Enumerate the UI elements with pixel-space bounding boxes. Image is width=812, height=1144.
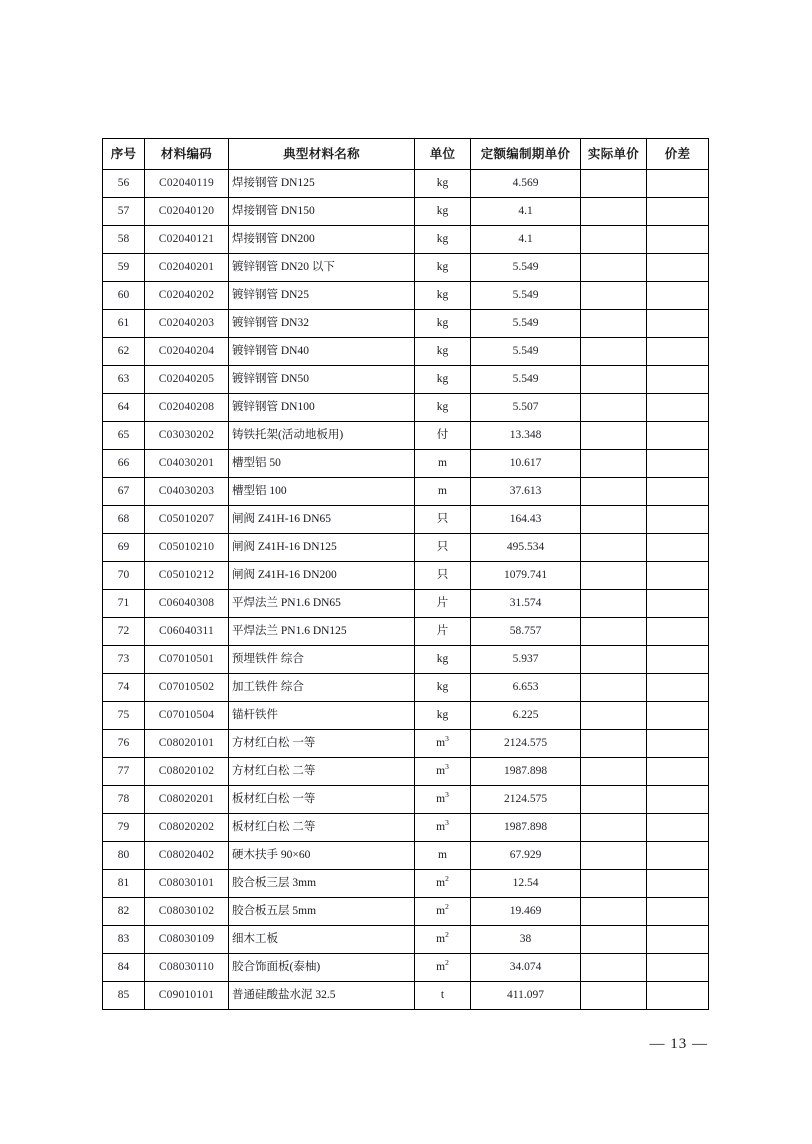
- cell-sequence: 76: [103, 730, 145, 758]
- cell-material-code: C08030110: [145, 954, 229, 982]
- cell-sequence: 68: [103, 506, 145, 534]
- cell-material-code: C08020101: [145, 730, 229, 758]
- cell-material-code: C02040120: [145, 198, 229, 226]
- cell-unit: [415, 898, 471, 926]
- cell-base-price: 19.469: [471, 898, 581, 926]
- unit-base: m: [436, 960, 446, 973]
- cell-price-diff[interactable]: [647, 366, 709, 394]
- cell-sequence: 57: [103, 198, 145, 226]
- cell-sequence: 75: [103, 702, 145, 730]
- cell-material-code: C07010501: [145, 646, 229, 674]
- cell-actual-price[interactable]: [581, 338, 647, 366]
- cell-price-diff[interactable]: [647, 254, 709, 282]
- cell-actual-price[interactable]: [581, 842, 647, 870]
- cell-sequence: 81: [103, 870, 145, 898]
- column-header-material-name: 典型材料名称: [229, 139, 415, 170]
- cell-unit: kg: [415, 254, 471, 282]
- cell-actual-price[interactable]: [581, 198, 647, 226]
- cell-unit: 只: [415, 562, 471, 590]
- table-row: [103, 926, 709, 954]
- cell-actual-price[interactable]: [581, 478, 647, 506]
- column-header-sequence: 序号: [103, 139, 145, 170]
- table-row: [103, 366, 709, 394]
- cell-material-code: C08020201: [145, 786, 229, 814]
- cell-actual-price[interactable]: [581, 366, 647, 394]
- cell-material-code: C02040204: [145, 338, 229, 366]
- cell-sequence: 83: [103, 926, 145, 954]
- cell-material-code: C02040203: [145, 310, 229, 338]
- cell-unit: kg: [415, 338, 471, 366]
- cell-actual-price[interactable]: [581, 926, 647, 954]
- cell-actual-price[interactable]: [581, 590, 647, 618]
- cell-sequence: 67: [103, 478, 145, 506]
- cell-base-price: 2124.575: [471, 786, 581, 814]
- table-row: [103, 226, 709, 254]
- cell-actual-price[interactable]: [581, 254, 647, 282]
- cell-sequence: 85: [103, 982, 145, 1010]
- cell-unit: kg: [415, 394, 471, 422]
- cell-price-diff[interactable]: [647, 282, 709, 310]
- unit-base: m: [436, 736, 446, 749]
- cell-price-diff[interactable]: [647, 646, 709, 674]
- cell-material-code: C06040311: [145, 618, 229, 646]
- cell-price-diff[interactable]: [647, 198, 709, 226]
- cell-material-name: 镀锌钢管 DN40: [229, 338, 415, 366]
- cell-base-price: 38: [471, 926, 581, 954]
- column-header-actual-price: 实际单价: [581, 139, 647, 170]
- cell-price-diff[interactable]: [647, 590, 709, 618]
- cell-base-price: 4.1: [471, 226, 581, 254]
- cell-base-price: 1079.741: [471, 562, 581, 590]
- table-row: [103, 562, 709, 590]
- cell-material-name: 镀锌钢管 DN32: [229, 310, 415, 338]
- cell-actual-price[interactable]: [581, 758, 647, 786]
- table-header-row: [103, 139, 709, 170]
- unit-exponent: 3: [445, 790, 449, 800]
- cell-price-diff[interactable]: [647, 562, 709, 590]
- cell-unit: m: [415, 478, 471, 506]
- table-row: [103, 422, 709, 450]
- cell-material-name: 闸阀 Z41H-16 DN65: [229, 506, 415, 534]
- cell-base-price: 5.549: [471, 338, 581, 366]
- cell-base-price: 5.937: [471, 646, 581, 674]
- cell-material-name: 锚杆铁件: [229, 702, 415, 730]
- cell-sequence: 63: [103, 366, 145, 394]
- cell-sequence: 74: [103, 674, 145, 702]
- cell-base-price: 1987.898: [471, 758, 581, 786]
- cell-material-name: 平焊法兰 PN1.6 DN125: [229, 618, 415, 646]
- cell-actual-price[interactable]: [581, 394, 647, 422]
- cell-sequence: 69: [103, 534, 145, 562]
- cell-price-diff[interactable]: [647, 702, 709, 730]
- cell-sequence: 64: [103, 394, 145, 422]
- table-row: [103, 898, 709, 926]
- cell-price-diff[interactable]: [647, 170, 709, 198]
- cell-material-code: C08030102: [145, 898, 229, 926]
- cell-actual-price[interactable]: [581, 226, 647, 254]
- cell-price-diff[interactable]: [647, 870, 709, 898]
- cell-unit: 只: [415, 506, 471, 534]
- cell-base-price: 5.549: [471, 310, 581, 338]
- cell-price-diff[interactable]: [647, 786, 709, 814]
- cell-material-name: 胶合饰面板(泰柚): [229, 954, 415, 982]
- cell-price-diff[interactable]: [647, 926, 709, 954]
- cell-actual-price[interactable]: [581, 786, 647, 814]
- cell-material-code: C02040208: [145, 394, 229, 422]
- cell-sequence: 58: [103, 226, 145, 254]
- table-row: [103, 758, 709, 786]
- cell-sequence: 79: [103, 814, 145, 842]
- cell-material-name: 预埋铁件 综合: [229, 646, 415, 674]
- table-row: [103, 534, 709, 562]
- cell-base-price: 164.43: [471, 506, 581, 534]
- table-row: [103, 394, 709, 422]
- unit-base: m: [436, 792, 446, 805]
- cell-unit: kg: [415, 310, 471, 338]
- cell-actual-price[interactable]: [581, 870, 647, 898]
- cell-sequence: 73: [103, 646, 145, 674]
- cell-unit: [415, 786, 471, 814]
- cell-material-name: 方材红白松 二等: [229, 758, 415, 786]
- cell-unit: [415, 926, 471, 954]
- cell-sequence: 70: [103, 562, 145, 590]
- cell-actual-price[interactable]: [581, 170, 647, 198]
- cell-unit: [415, 758, 471, 786]
- cell-material-code: C06040308: [145, 590, 229, 618]
- cell-material-code: C08020202: [145, 814, 229, 842]
- cell-base-price: 6.225: [471, 702, 581, 730]
- table-row: [103, 814, 709, 842]
- cell-material-code: C08020102: [145, 758, 229, 786]
- cell-actual-price[interactable]: [581, 730, 647, 758]
- cell-base-price: 5.549: [471, 282, 581, 310]
- table-body: [103, 170, 709, 1010]
- cell-unit: [415, 954, 471, 982]
- table-row: [103, 170, 709, 198]
- cell-actual-price[interactable]: [581, 310, 647, 338]
- cell-material-code: C02040202: [145, 282, 229, 310]
- cell-actual-price[interactable]: [581, 954, 647, 982]
- cell-sequence: 65: [103, 422, 145, 450]
- cell-material-name: 闸阀 Z41H-16 DN125: [229, 534, 415, 562]
- cell-price-diff[interactable]: [647, 394, 709, 422]
- cell-material-code: C07010502: [145, 674, 229, 702]
- cell-sequence: 78: [103, 786, 145, 814]
- page-number-marker: — 13 —: [649, 1036, 708, 1052]
- table-row: [103, 954, 709, 982]
- unit-exponent: 3: [445, 818, 449, 828]
- cell-base-price: 2124.575: [471, 730, 581, 758]
- table-row: [103, 282, 709, 310]
- table-row: [103, 674, 709, 702]
- cell-base-price: 34.074: [471, 954, 581, 982]
- cell-material-name: 板材红白松 一等: [229, 786, 415, 814]
- cell-sequence: 62: [103, 338, 145, 366]
- cell-material-code: C07010504: [145, 702, 229, 730]
- cell-unit: m: [415, 842, 471, 870]
- table-row: [103, 254, 709, 282]
- cell-sequence: 56: [103, 170, 145, 198]
- unit-exponent: 3: [445, 734, 449, 744]
- cell-unit: t: [415, 982, 471, 1010]
- cell-price-diff[interactable]: [647, 310, 709, 338]
- unit-base: m: [436, 876, 446, 889]
- material-price-table: [102, 138, 709, 1010]
- cell-sequence: 80: [103, 842, 145, 870]
- cell-base-price: 5.507: [471, 394, 581, 422]
- column-header-base-price: 定额编制期单价: [471, 139, 581, 170]
- cell-price-diff[interactable]: [647, 450, 709, 478]
- cell-sequence: 59: [103, 254, 145, 282]
- cell-material-code: C04030203: [145, 478, 229, 506]
- cell-material-code: C08030101: [145, 870, 229, 898]
- cell-price-diff[interactable]: [647, 674, 709, 702]
- cell-material-name: 板材红白松 二等: [229, 814, 415, 842]
- cell-actual-price[interactable]: [581, 646, 647, 674]
- cell-unit: 片: [415, 590, 471, 618]
- cell-material-code: C02040119: [145, 170, 229, 198]
- cell-actual-price[interactable]: [581, 982, 647, 1010]
- cell-unit: kg: [415, 646, 471, 674]
- column-header-price-diff: 价差: [647, 139, 709, 170]
- table-row: [103, 450, 709, 478]
- unit-exponent: 2: [445, 902, 449, 912]
- cell-sequence: 71: [103, 590, 145, 618]
- table-row: [103, 198, 709, 226]
- cell-base-price: 58.757: [471, 618, 581, 646]
- cell-material-code: C05010210: [145, 534, 229, 562]
- cell-material-name: 焊接钢管 DN150: [229, 198, 415, 226]
- cell-base-price: 37.613: [471, 478, 581, 506]
- cell-material-name: 方材红白松 一等: [229, 730, 415, 758]
- cell-sequence: 66: [103, 450, 145, 478]
- cell-material-name: 铸铁托架(活动地板用): [229, 422, 415, 450]
- cell-sequence: 82: [103, 898, 145, 926]
- cell-sequence: 77: [103, 758, 145, 786]
- cell-material-name: 焊接钢管 DN200: [229, 226, 415, 254]
- cell-sequence: 72: [103, 618, 145, 646]
- cell-base-price: 4.1: [471, 198, 581, 226]
- cell-actual-price[interactable]: [581, 506, 647, 534]
- cell-material-name: 普通硅酸盐水泥 32.5: [229, 982, 415, 1010]
- cell-unit: m: [415, 450, 471, 478]
- unit-base: m: [436, 764, 446, 777]
- table-header: [103, 139, 709, 170]
- cell-unit: kg: [415, 366, 471, 394]
- table-row: [103, 590, 709, 618]
- unit-exponent: 2: [445, 930, 449, 940]
- cell-base-price: 67.929: [471, 842, 581, 870]
- cell-sequence: 60: [103, 282, 145, 310]
- cell-price-diff[interactable]: [647, 954, 709, 982]
- cell-material-name: 胶合板三层 3mm: [229, 870, 415, 898]
- cell-unit: [415, 870, 471, 898]
- cell-material-code: C09010101: [145, 982, 229, 1010]
- cell-unit: kg: [415, 198, 471, 226]
- cell-actual-price[interactable]: [581, 674, 647, 702]
- cell-material-name: 细木工板: [229, 926, 415, 954]
- cell-material-name: 胶合板五层 5mm: [229, 898, 415, 926]
- cell-material-name: 闸阀 Z41H-16 DN200: [229, 562, 415, 590]
- table-row: [103, 310, 709, 338]
- cell-unit: kg: [415, 702, 471, 730]
- table-row: [103, 506, 709, 534]
- cell-material-code: C05010212: [145, 562, 229, 590]
- cell-base-price: 31.574: [471, 590, 581, 618]
- cell-unit: kg: [415, 282, 471, 310]
- cell-unit: 付: [415, 422, 471, 450]
- cell-price-diff[interactable]: [647, 338, 709, 366]
- unit-base: m: [436, 904, 446, 917]
- cell-price-diff[interactable]: [647, 618, 709, 646]
- cell-material-name: 槽型铝 50: [229, 450, 415, 478]
- cell-actual-price[interactable]: [581, 282, 647, 310]
- cell-sequence: 61: [103, 310, 145, 338]
- cell-actual-price[interactable]: [581, 618, 647, 646]
- cell-base-price: 12.54: [471, 870, 581, 898]
- column-header-material-code: 材料编码: [145, 139, 229, 170]
- cell-material-name: 槽型铝 100: [229, 478, 415, 506]
- cell-base-price: 6.653: [471, 674, 581, 702]
- cell-actual-price[interactable]: [581, 450, 647, 478]
- cell-actual-price[interactable]: [581, 898, 647, 926]
- cell-material-name: 硬木扶手 90×60: [229, 842, 415, 870]
- cell-price-diff[interactable]: [647, 842, 709, 870]
- cell-price-diff[interactable]: [647, 730, 709, 758]
- table-row: [103, 338, 709, 366]
- cell-material-code: C08020402: [145, 842, 229, 870]
- table-row: [103, 618, 709, 646]
- table-row: [103, 870, 709, 898]
- cell-material-name: 平焊法兰 PN1.6 DN65: [229, 590, 415, 618]
- cell-base-price: 1987.898: [471, 814, 581, 842]
- table-row: [103, 842, 709, 870]
- cell-material-name: 焊接钢管 DN125: [229, 170, 415, 198]
- table-row: [103, 478, 709, 506]
- unit-exponent: 3: [445, 762, 449, 772]
- cell-price-diff[interactable]: [647, 506, 709, 534]
- cell-base-price: 4.569: [471, 170, 581, 198]
- cell-base-price: 411.097: [471, 982, 581, 1010]
- cell-material-code: C04030201: [145, 450, 229, 478]
- cell-price-diff[interactable]: [647, 758, 709, 786]
- cell-material-code: C02040121: [145, 226, 229, 254]
- cell-material-name: 镀锌钢管 DN100: [229, 394, 415, 422]
- cell-unit: kg: [415, 170, 471, 198]
- unit-base: m: [436, 932, 446, 945]
- table-row: [103, 786, 709, 814]
- table-row: [103, 982, 709, 1010]
- cell-material-code: C02040201: [145, 254, 229, 282]
- cell-actual-price[interactable]: [581, 534, 647, 562]
- cell-base-price: 13.348: [471, 422, 581, 450]
- unit-exponent: 2: [445, 958, 449, 968]
- cell-material-name: 镀锌钢管 DN20 以下: [229, 254, 415, 282]
- cell-material-code: C05010207: [145, 506, 229, 534]
- cell-unit: [415, 814, 471, 842]
- cell-material-name: 镀锌钢管 DN25: [229, 282, 415, 310]
- cell-price-diff[interactable]: [647, 226, 709, 254]
- cell-base-price: 5.549: [471, 366, 581, 394]
- cell-unit: 片: [415, 618, 471, 646]
- cell-actual-price[interactable]: [581, 702, 647, 730]
- table-row: [103, 646, 709, 674]
- table-row: [103, 702, 709, 730]
- table-row: [103, 730, 709, 758]
- cell-material-name: 镀锌钢管 DN50: [229, 366, 415, 394]
- cell-unit: kg: [415, 674, 471, 702]
- unit-exponent: 2: [445, 874, 449, 884]
- cell-sequence: 84: [103, 954, 145, 982]
- cell-price-diff[interactable]: [647, 814, 709, 842]
- cell-material-code: C02040205: [145, 366, 229, 394]
- column-header-unit: 单位: [415, 139, 471, 170]
- cell-actual-price[interactable]: [581, 422, 647, 450]
- cell-material-code: C03030202: [145, 422, 229, 450]
- cell-material-name: 加工铁件 综合: [229, 674, 415, 702]
- cell-unit: 只: [415, 534, 471, 562]
- cell-material-code: C08030109: [145, 926, 229, 954]
- cell-price-diff[interactable]: [647, 534, 709, 562]
- cell-actual-price[interactable]: [581, 562, 647, 590]
- cell-base-price: 10.617: [471, 450, 581, 478]
- cell-price-diff[interactable]: [647, 982, 709, 1010]
- unit-base: m: [436, 820, 446, 833]
- cell-price-diff[interactable]: [647, 898, 709, 926]
- cell-price-diff[interactable]: [647, 422, 709, 450]
- cell-actual-price[interactable]: [581, 814, 647, 842]
- cell-price-diff[interactable]: [647, 478, 709, 506]
- cell-base-price: 495.534: [471, 534, 581, 562]
- cell-unit: kg: [415, 226, 471, 254]
- cell-unit: [415, 730, 471, 758]
- cell-base-price: 5.549: [471, 254, 581, 282]
